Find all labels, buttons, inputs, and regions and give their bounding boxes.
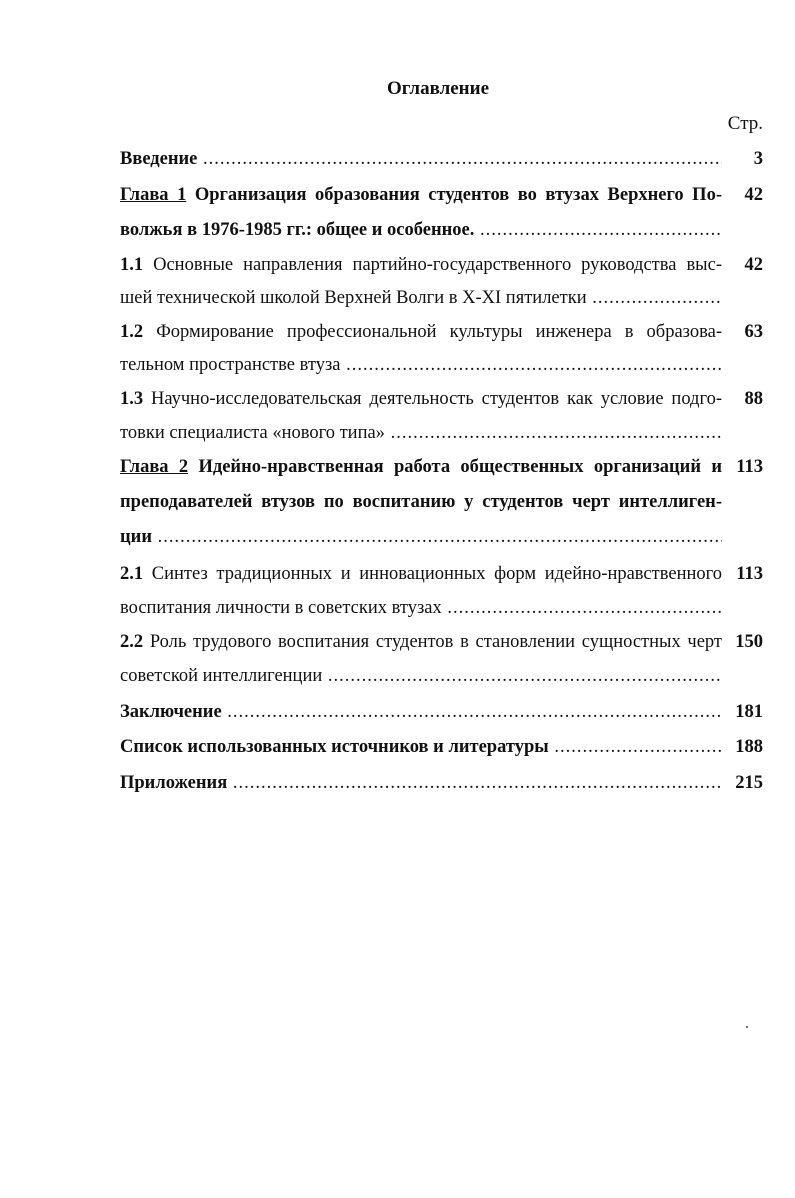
toc-page-number: 150	[735, 632, 763, 652]
toc-section-1-1-line-2: шей технической школой Верхней Волги в X-XI пятилетки .....	[120, 286, 722, 312]
toc-page-number: 181	[735, 702, 763, 722]
toc-page-number: 113	[736, 457, 763, 477]
toc-page-number: 215	[735, 773, 763, 793]
toc-page-number: 113	[736, 564, 763, 584]
toc-chapter-2-line-3: ции .....	[120, 525, 722, 551]
chapter-label: Глава 1	[120, 185, 187, 205]
toc-section-1-2-line-2: тельном пространстве втуза .....	[120, 353, 722, 379]
toc-section-2-2-line-2: советской интеллигенции .....	[120, 664, 722, 690]
toc-section-1-2-line-1: 1.2 Формирование профессиональной культуры инженера в образова-	[120, 322, 722, 342]
scan-speck	[746, 1026, 748, 1028]
toc-entry-bibliography: Список использованных источников и литературы .....	[120, 735, 722, 761]
toc-section-2-2-line-1: 2.2 Роль трудового воспитания студентов в становлении сущностных черт	[120, 632, 722, 652]
toc-page-number: 42	[744, 185, 763, 205]
toc-page-number: 3	[753, 149, 763, 169]
toc-section-2-1-line-1: 2.1 Синтез традиционных и инновационных форм идейно-нравственного	[120, 564, 722, 584]
toc-page-number: 188	[735, 737, 763, 757]
chapter-label: Глава 2	[120, 457, 189, 477]
toc-chapter-1-line-1: Глава 1 Организация образования студентов во втузах Верхнего По-	[120, 185, 722, 205]
toc-chapter-2-line-1: Глава 2 Идейно-нравственная работа общественных организаций и	[120, 457, 722, 477]
toc-entry-conclusion: Заключение .....	[120, 700, 722, 726]
toc-page-number: 88	[744, 389, 763, 409]
toc-section-1-3-line-1: 1.3 Научно-исследовательская деятельность студентов как условие подго-	[120, 389, 722, 409]
page-column-label: Стр.	[727, 113, 763, 134]
toc-chapter-2-line-2: преподавателей втузов по воспитанию у студентов черт интеллиген-	[120, 492, 722, 512]
toc-entry-appendices: Приложения .....	[120, 771, 722, 797]
toc-section-1-1-line-1: 1.1 Основные направления партийно-государственного руководства выс-	[120, 255, 722, 275]
toc-heading: Оглавление	[386, 78, 490, 99]
toc-page-number: 42	[744, 255, 763, 275]
toc-entry-introduction: Введение .....	[120, 147, 722, 173]
toc-section-1-3-line-2: товки специалиста «нового типа» .....	[120, 421, 722, 447]
toc-section-2-1-line-2: воспитания личности в советских втузах .....	[120, 596, 722, 622]
toc-page-number: 63	[744, 322, 763, 342]
toc-chapter-1-line-2: волжья в 1976-1985 гг.: общее и особенное. .....	[120, 218, 722, 244]
